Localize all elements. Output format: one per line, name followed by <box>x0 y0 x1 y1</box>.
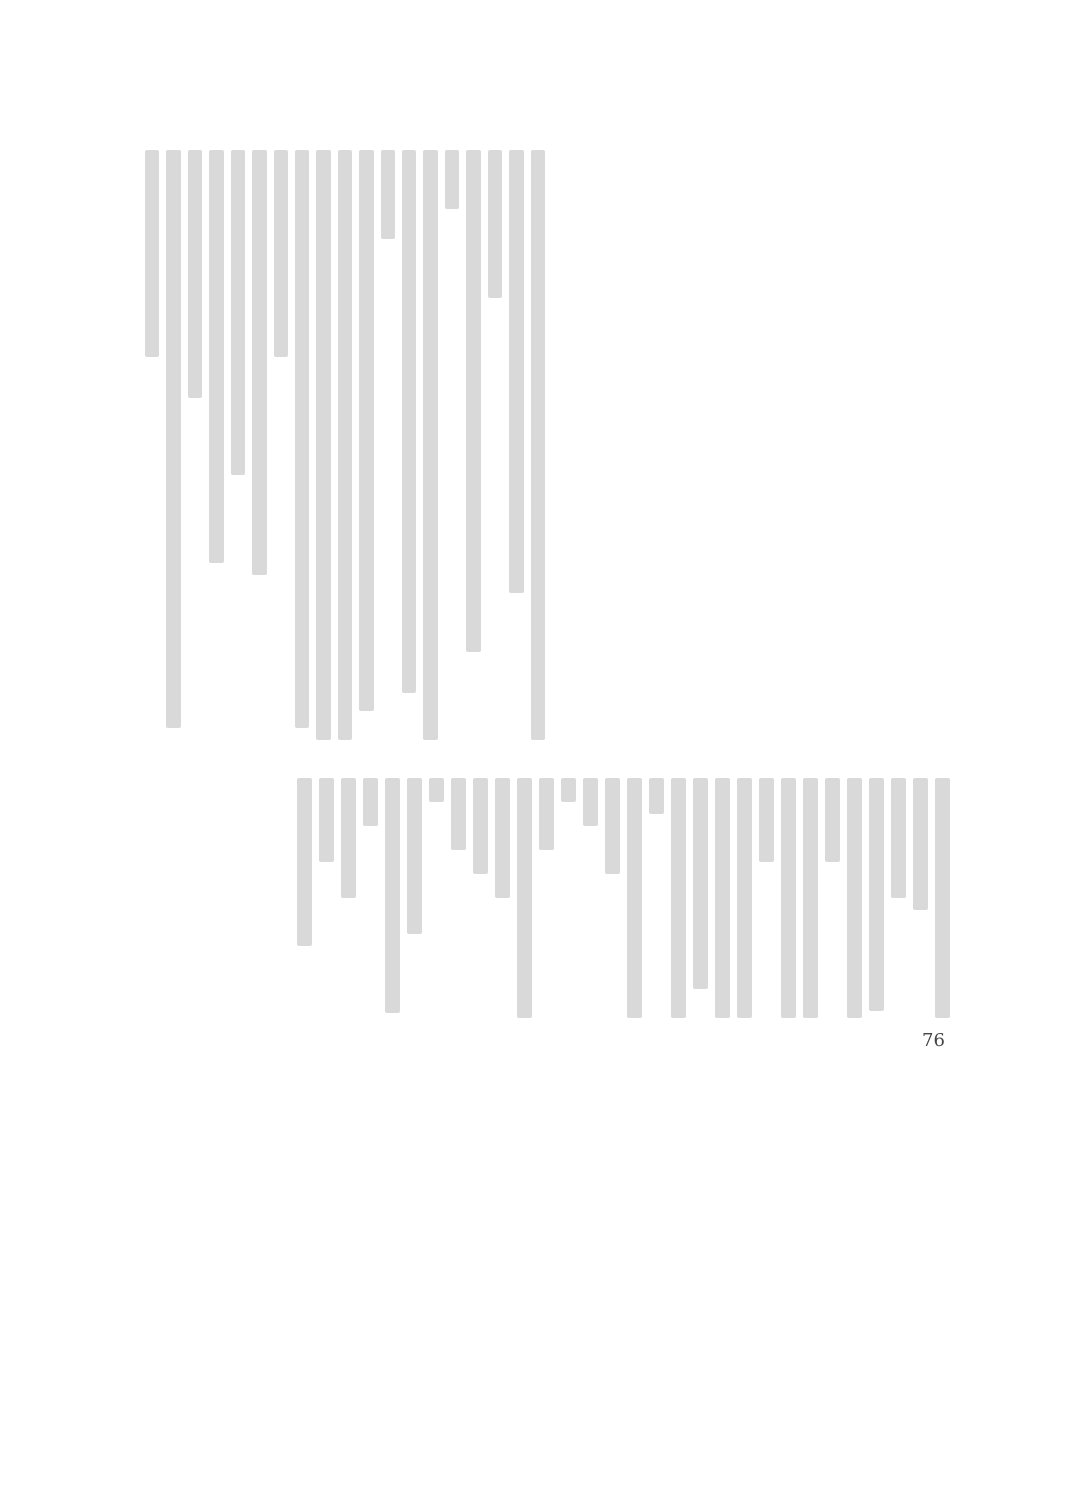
text-column <box>385 778 400 1013</box>
text-column <box>341 778 356 898</box>
text-column <box>188 150 202 398</box>
text-column <box>803 778 818 1018</box>
text-column <box>825 778 840 862</box>
text-column <box>627 778 642 1018</box>
text-column <box>297 778 312 946</box>
page-number: 76 <box>922 1030 945 1051</box>
text-column <box>605 778 620 874</box>
text-column <box>847 778 862 1018</box>
text-column <box>935 778 950 1018</box>
text-column <box>363 778 378 826</box>
text-column <box>737 778 752 1018</box>
text-block-upper <box>145 150 545 740</box>
text-column <box>583 778 598 826</box>
text-column <box>891 778 906 898</box>
text-column <box>295 150 309 728</box>
text-column <box>423 150 437 740</box>
text-column <box>166 150 180 728</box>
text-column <box>561 778 576 802</box>
text-block-lower <box>150 778 950 1018</box>
text-column <box>319 778 334 862</box>
text-column <box>913 778 928 910</box>
text-column <box>466 150 480 652</box>
text-column <box>338 150 352 740</box>
text-column <box>517 778 532 1018</box>
text-column <box>231 150 245 475</box>
text-column <box>274 150 288 357</box>
text-column <box>495 778 510 898</box>
text-column <box>402 150 416 693</box>
text-column <box>209 150 223 563</box>
text-column <box>473 778 488 874</box>
text-column <box>693 778 708 989</box>
text-column <box>509 150 523 593</box>
text-column <box>316 150 330 740</box>
text-column <box>359 150 373 711</box>
text-column <box>488 150 502 298</box>
text-column <box>531 150 545 740</box>
text-column <box>429 778 444 802</box>
text-column <box>539 778 554 850</box>
text-column <box>759 778 774 862</box>
text-column <box>252 150 266 575</box>
text-column <box>381 150 395 239</box>
text-column <box>781 778 796 1018</box>
text-column <box>671 778 686 1018</box>
text-column <box>715 778 730 1018</box>
text-column <box>649 778 664 814</box>
text-column <box>869 778 884 1011</box>
text-column <box>445 150 459 209</box>
text-column <box>451 778 466 850</box>
text-column <box>407 778 422 934</box>
text-column <box>145 150 159 357</box>
